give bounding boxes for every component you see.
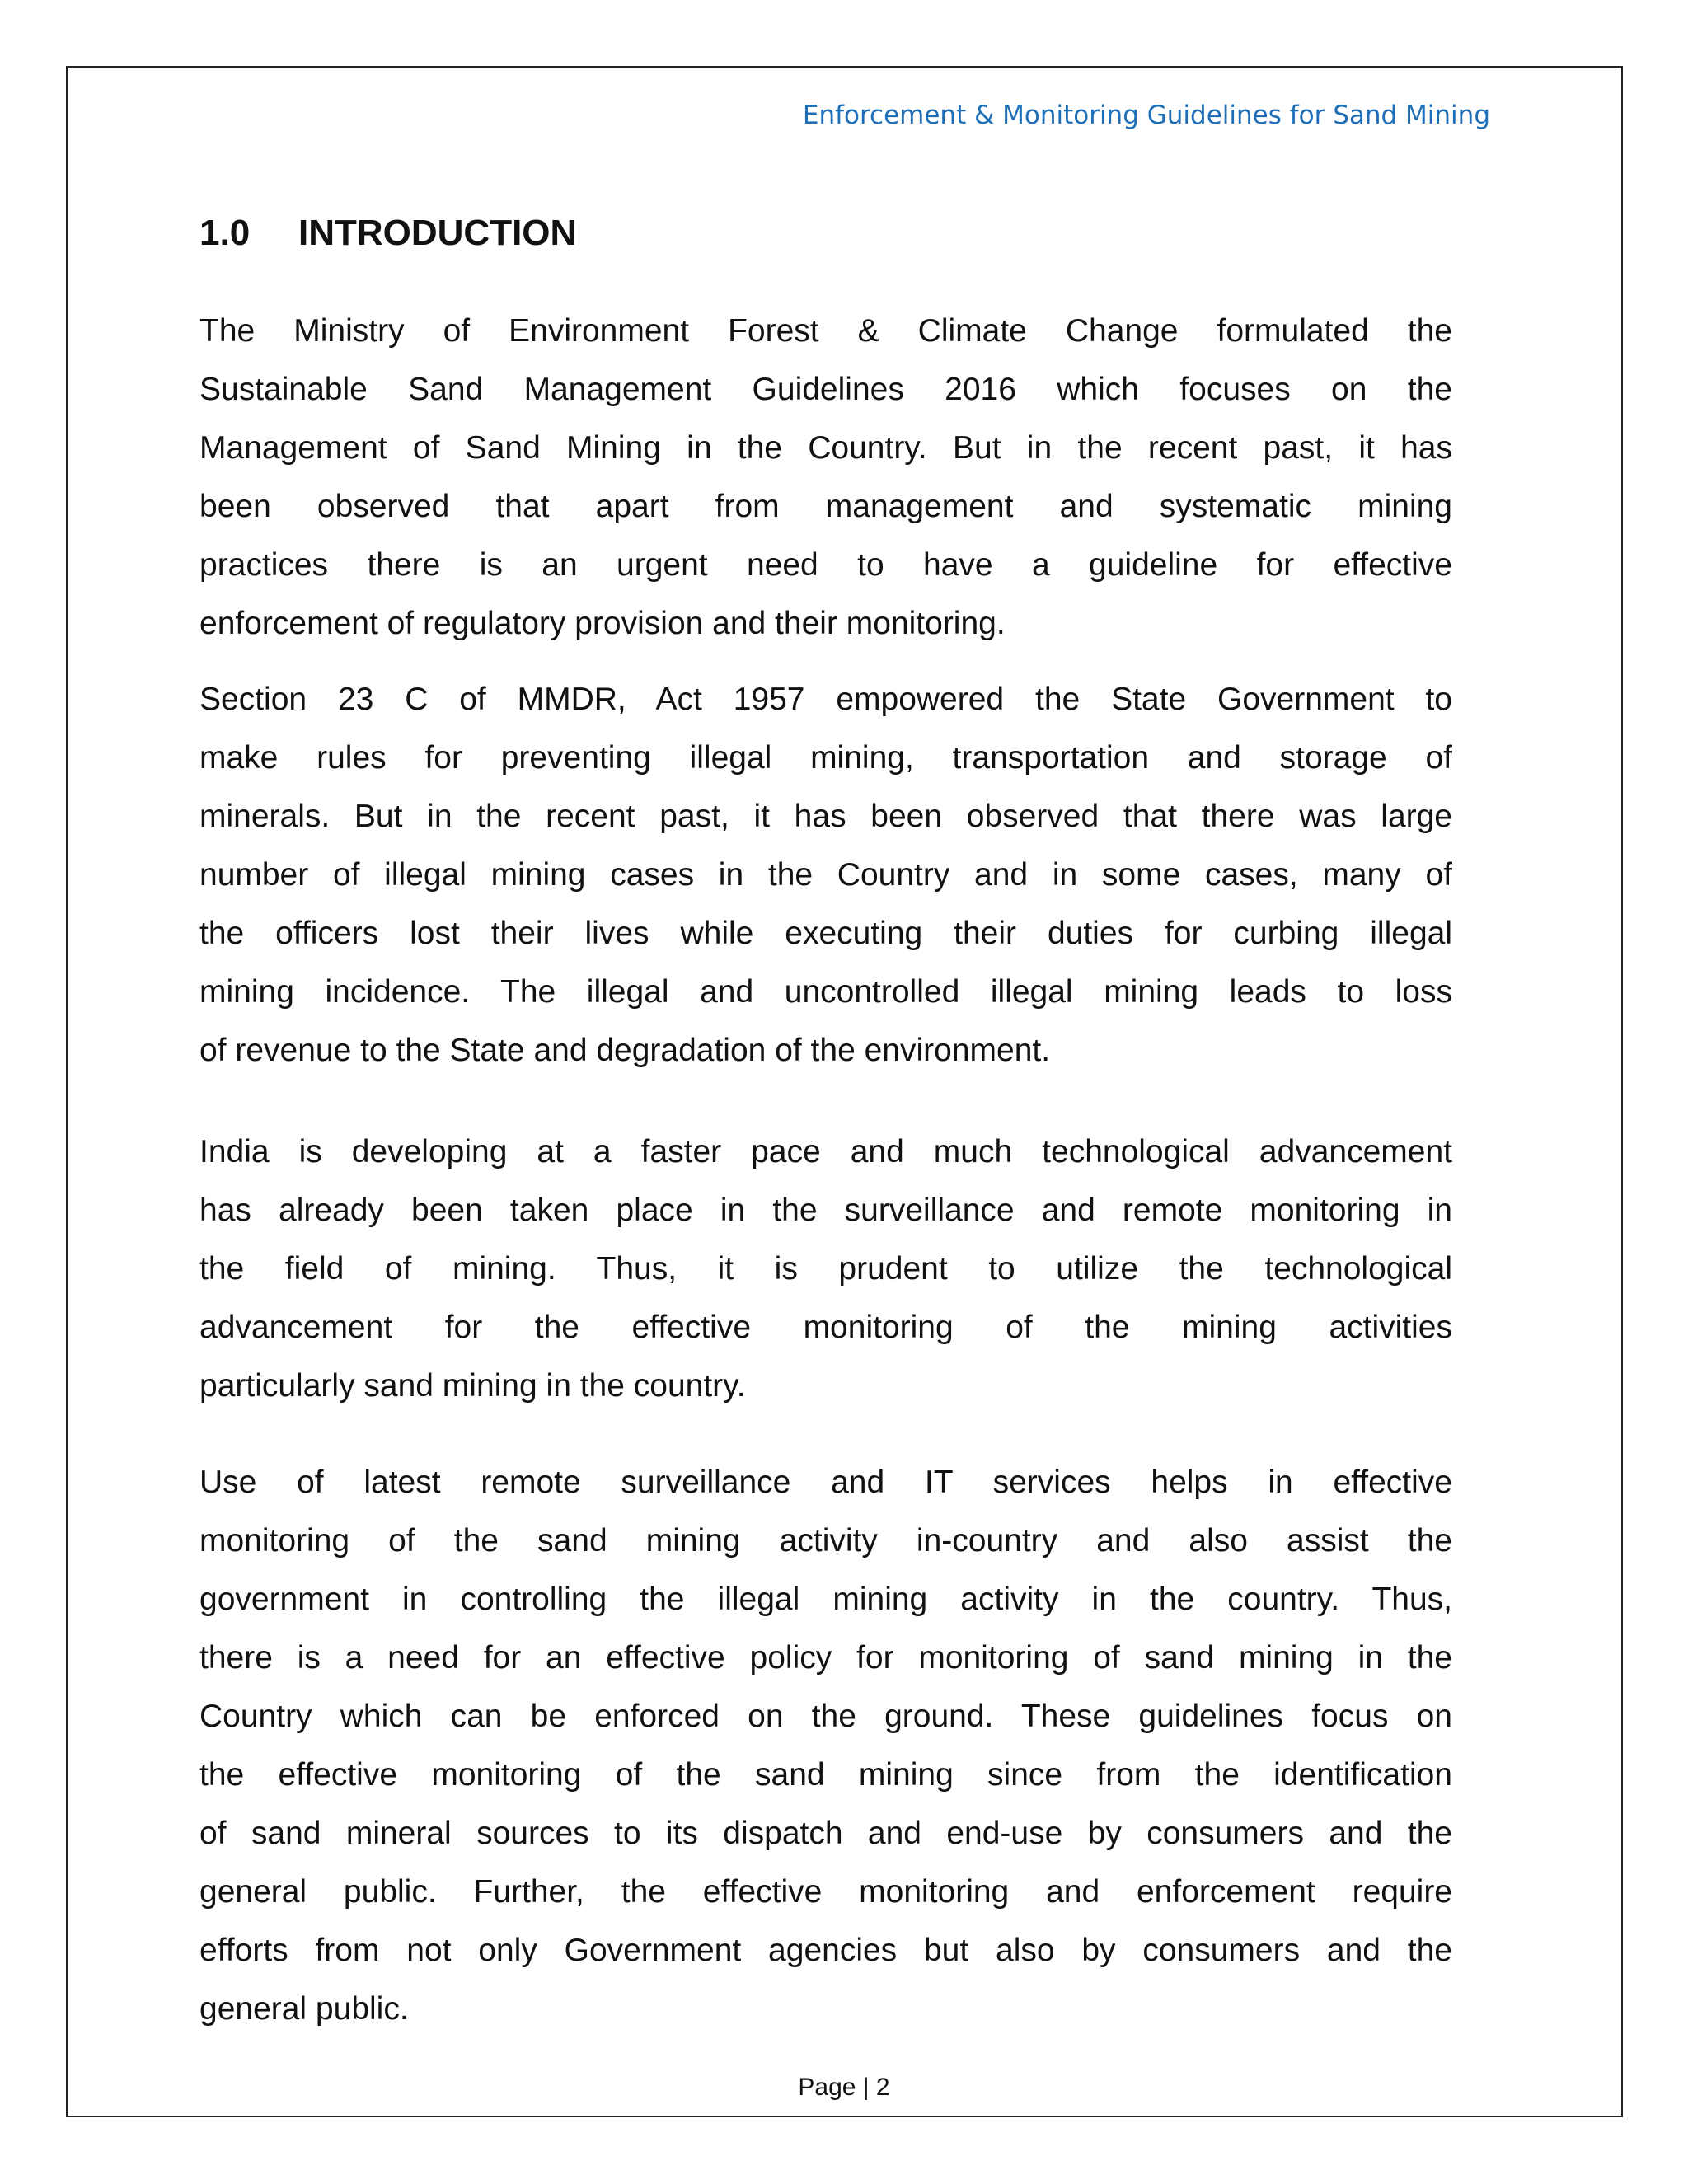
- text-line: mining incidence. The illegal and uncontrolled illegal mining leads to loss: [199, 974, 1452, 1010]
- text-line: Country which can be enforced on the ground. These guidelines focus on: [199, 1699, 1452, 1734]
- text-line: efforts from not only Government agencies but also by consumers and the: [199, 1933, 1452, 1968]
- text-line: Use of latest remote surveillance and IT services helps in effective: [199, 1465, 1452, 1500]
- text-line: particularly sand mining in the country.: [199, 1368, 746, 1404]
- paragraph: [199, 670, 1452, 1080]
- text-line: of sand mineral sources to its dispatch and end-use by consumers and the: [199, 1816, 1452, 1851]
- text-line: Section 23 C of MMDR, Act 1957 empowered the State Government to: [199, 682, 1452, 717]
- text-line: advancement for the effective monitoring of the mining activities: [199, 1310, 1452, 1345]
- paragraph: [199, 1453, 1452, 2038]
- text-line: general public.: [199, 1991, 409, 2027]
- text-line: of revenue to the State and degradation of the environment.: [199, 1033, 1051, 1068]
- text-line: the officers lost their lives while executing their duties for curbing illegal: [199, 916, 1452, 951]
- section-heading: [199, 213, 576, 254]
- paragraph: [199, 1122, 1452, 1415]
- running-header: Enforcement & Monitoring Guidelines for Sand Mining: [802, 101, 1490, 130]
- text-line: general public. Further, the effective monitoring and enforcement require: [199, 1874, 1452, 1910]
- text-line: The Ministry of Environment Forest & Climate Change formulated the: [199, 313, 1452, 349]
- text-line: the effective monitoring of the sand mining since from the identification: [199, 1757, 1452, 1793]
- text-line: enforcement of regulatory provision and their monitoring.: [199, 606, 1006, 641]
- paragraph: [199, 302, 1452, 653]
- text-line: minerals. But in the recent past, it has been observed that there was large: [199, 799, 1452, 834]
- text-line: the field of mining. Thus, it is prudent to utilize the technological: [199, 1251, 1452, 1286]
- text-line: Sustainable Sand Management Guidelines 2016 which focuses on the: [199, 372, 1452, 407]
- page-number: Page | 2: [798, 2074, 890, 2101]
- text-line: India is developing at a faster pace and much technological advancement: [199, 1134, 1452, 1169]
- text-line: government in controlling the illegal mining activity in the country. Thus,: [199, 1582, 1452, 1617]
- section-title: INTRODUCTION: [298, 213, 577, 253]
- text-line: Management of Sand Mining in the Country. But in the recent past, it has: [199, 430, 1452, 466]
- text-line: practices there is an urgent need to have a guideline for effective: [199, 547, 1452, 583]
- section-number: 1.0: [199, 213, 251, 253]
- text-line: number of illegal mining cases in the Country and in some cases, many of: [199, 857, 1452, 893]
- text-line: there is a need for an effective policy for monitoring of sand mining in the: [199, 1640, 1452, 1675]
- text-line: make rules for preventing illegal mining, transportation and storage of: [199, 740, 1452, 776]
- text-line: monitoring of the sand mining activity in-country and also assist the: [199, 1523, 1452, 1558]
- text-line: been observed that apart from management and systematic mining: [199, 489, 1452, 524]
- text-line: has already been taken place in the surveillance and remote monitoring in: [199, 1193, 1452, 1228]
